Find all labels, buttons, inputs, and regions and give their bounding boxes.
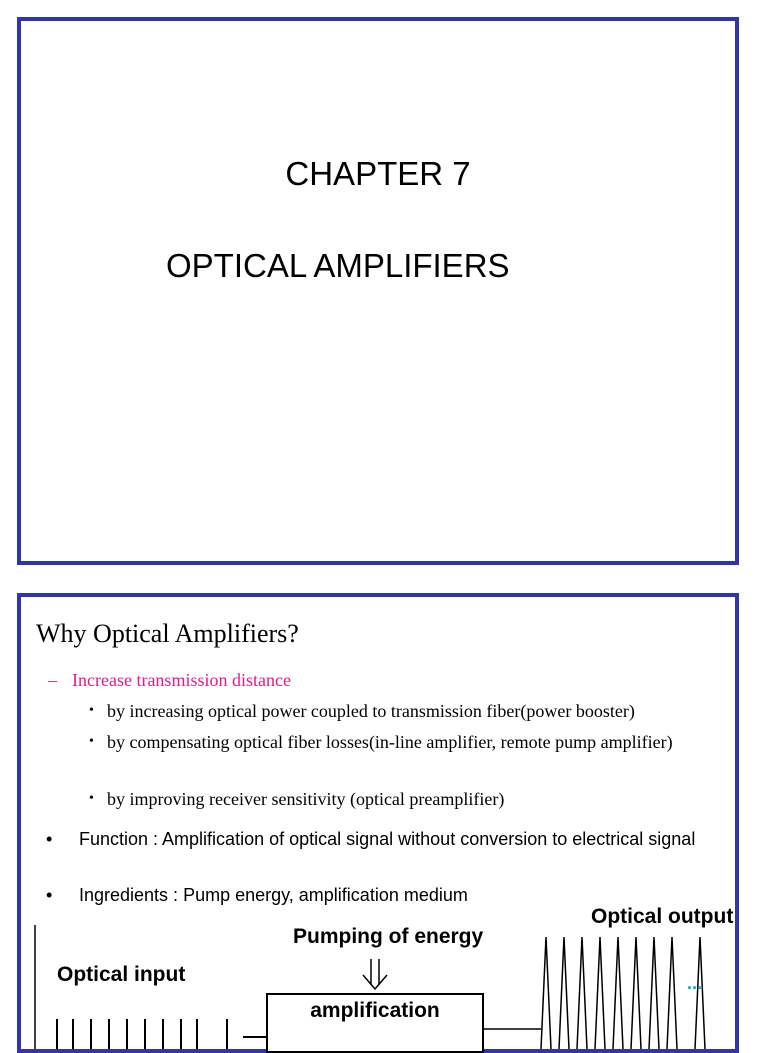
bullet-marker: • — [89, 791, 94, 806]
bullet-marker: • — [89, 734, 94, 749]
title-slide — [17, 17, 739, 565]
slide-heading: Why Optical Amplifiers? — [36, 619, 299, 648]
output-pulse-train — [484, 937, 705, 1049]
pumping-label: Pumping of energy — [293, 925, 484, 948]
bullet-text: Ingredients : Pump energy, amplification medium — [79, 885, 468, 905]
sub-bullet-text: by increasing optical power coupled to transmission fiber(power booster) — [107, 701, 635, 721]
content-slide — [17, 593, 739, 1053]
output-ellipsis: ... — [687, 973, 703, 993]
sub-bullet-text: by compensating optical fiber losses(in-line amplifier, remote pump amplifier) — [107, 732, 673, 752]
bullet-marker: • — [46, 829, 53, 849]
dash-marker: – — [48, 670, 57, 690]
pump-arrow — [363, 959, 387, 989]
bullet-marker: • — [46, 885, 53, 905]
amplification-label: amplification — [310, 999, 440, 1022]
bullet-marker: • — [89, 703, 94, 718]
dash-item-text: Increase transmission distance — [72, 670, 291, 690]
bullet-text: Function : Amplification of optical signal without conversion to electrical signal — [79, 829, 696, 849]
input-label: Optical input — [57, 963, 186, 986]
chapter-number: CHAPTER 7 — [285, 155, 471, 192]
sub-bullet-text: by improving receiver sensitivity (optical preamplifier) — [107, 789, 505, 809]
chapter-title: OPTICAL AMPLIFIERS — [166, 247, 510, 284]
amplification-box — [266, 993, 484, 1053]
output-label: Optical output — [591, 905, 734, 928]
